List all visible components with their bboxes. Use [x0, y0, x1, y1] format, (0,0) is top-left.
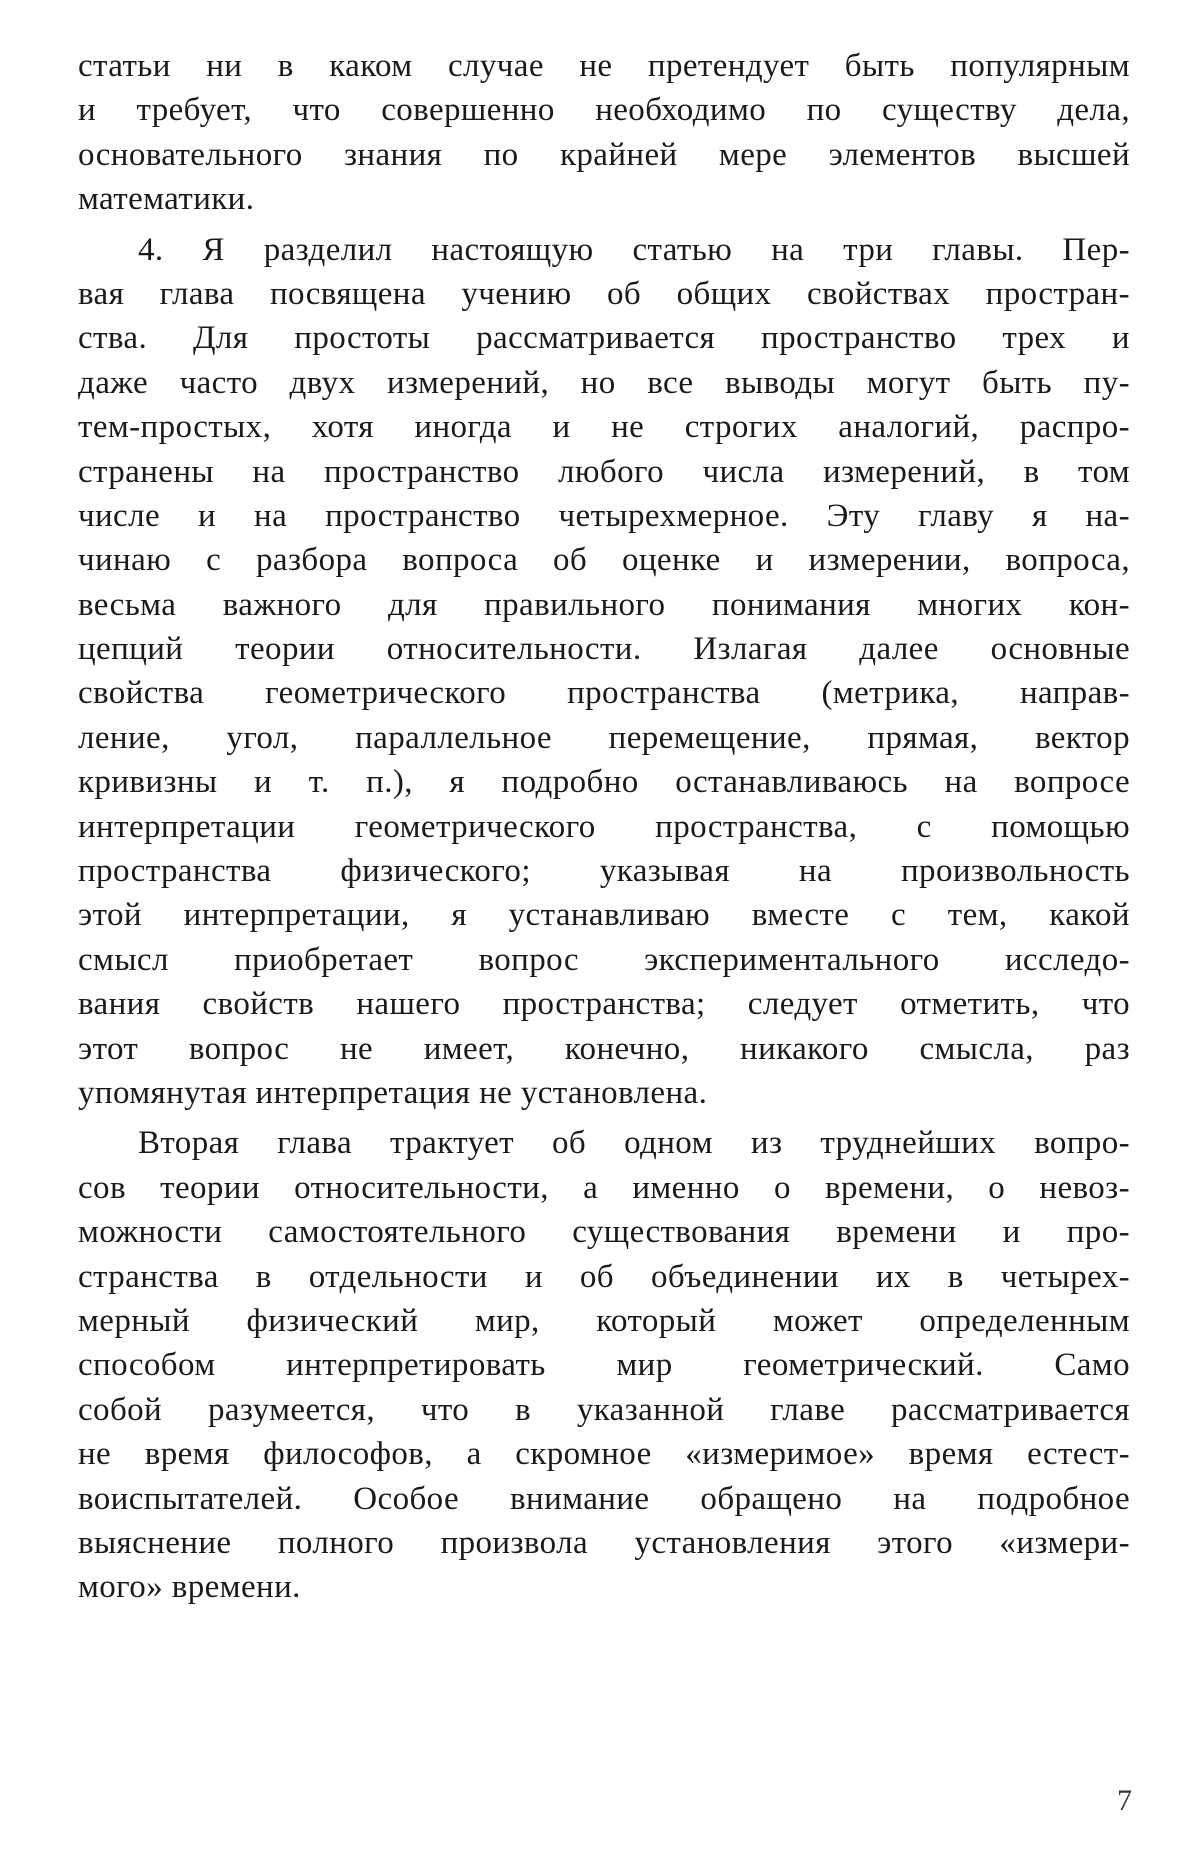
text-line: основательного знания по крайней мере элементов высшей — [78, 136, 1130, 173]
text-line: смысл приобретает вопрос экспериментального исследо- — [78, 941, 1130, 978]
text-line: мого» времени. — [78, 1569, 301, 1606]
text-line: упомянутая интерпретация не установлена. — [78, 1074, 708, 1111]
text-line: не время философов, а скромное «измеримое» время естест- — [78, 1436, 1130, 1473]
text-line: пространства физического; указывая на произвольность — [78, 853, 1130, 890]
text-line: этот вопрос не имеет, конечно, никакого смысла, раз — [78, 1030, 1130, 1067]
paragraph — [78, 1121, 1130, 1609]
text-line: собой разумеется, что в указанной главе рассматривается — [78, 1391, 1130, 1428]
text-line: числе и на пространство четырехмерное. Эту главу я на- — [78, 497, 1130, 534]
text-line: кривизны и т. п.), я подробно останавливаюсь на вопросе — [78, 764, 1130, 801]
text-line: интерпретации геометрического пространства, с помощью — [78, 808, 1130, 845]
text-line: сов теории относительности, а именно о времени, о невоз- — [78, 1169, 1130, 1206]
text-line: 4. Я разделил настоящую статью на три главы. Пер- — [138, 231, 1130, 268]
text-line: чинаю с разбора вопроса об оценке и измерении, вопроса, — [78, 542, 1130, 579]
text-line: свойства геометрического пространства (метрика, направ- — [78, 675, 1130, 712]
text-line: этой интерпретации, я устанавливаю вместе с тем, какой — [78, 897, 1130, 934]
text-line: выяснение полного произвола установления этого «измери- — [78, 1524, 1130, 1561]
paragraph — [78, 228, 1130, 1116]
text-line: Вторая глава трактует об одном из труднейших вопро- — [138, 1125, 1130, 1162]
text-line: весьма важного для правильного понимания многих кон- — [78, 586, 1130, 623]
text-line: даже часто двух измерений, но все выводы могут быть пу- — [78, 364, 1130, 401]
text-line: цепций теории относительности. Излагая далее основные — [78, 631, 1130, 668]
text-line: странства в отдельности и об объединении их в четырех- — [78, 1258, 1130, 1295]
text-line: можности самостоятельного существования времени и про- — [78, 1214, 1130, 1251]
text-line: вая глава посвящена учению об общих свойствах простран- — [78, 275, 1130, 312]
text-line: статьи ни в каком случае не претендует быть популярным — [78, 48, 1130, 84]
text-line: и требует, что совершенно необходимо по существу дела, — [78, 92, 1130, 129]
page-number: 7 — [1117, 1784, 1132, 1817]
text-line: мерный физический мир, который может определенным — [78, 1302, 1130, 1339]
page-body — [78, 44, 1130, 1610]
paragraph — [78, 44, 1130, 222]
text-line: вания свойств нашего пространства; следует отметить, что — [78, 986, 1130, 1023]
text-line: ства. Для простоты рассматривается пространство трех и — [78, 320, 1130, 357]
text-line: математики. — [78, 181, 255, 218]
text-line: странены на пространство любого числа измерений, в том — [78, 453, 1130, 490]
text-line: ление, угол, параллельное перемещение, прямая, вектор — [78, 719, 1130, 756]
text-line: тем-простых, хотя иногда и не строгих аналогий, распро- — [78, 409, 1130, 446]
text-line: способом интерпретировать мир геометрический. Само — [78, 1347, 1130, 1384]
text-line: воиспытателей. Особое внимание обращено на подробное — [78, 1480, 1130, 1517]
